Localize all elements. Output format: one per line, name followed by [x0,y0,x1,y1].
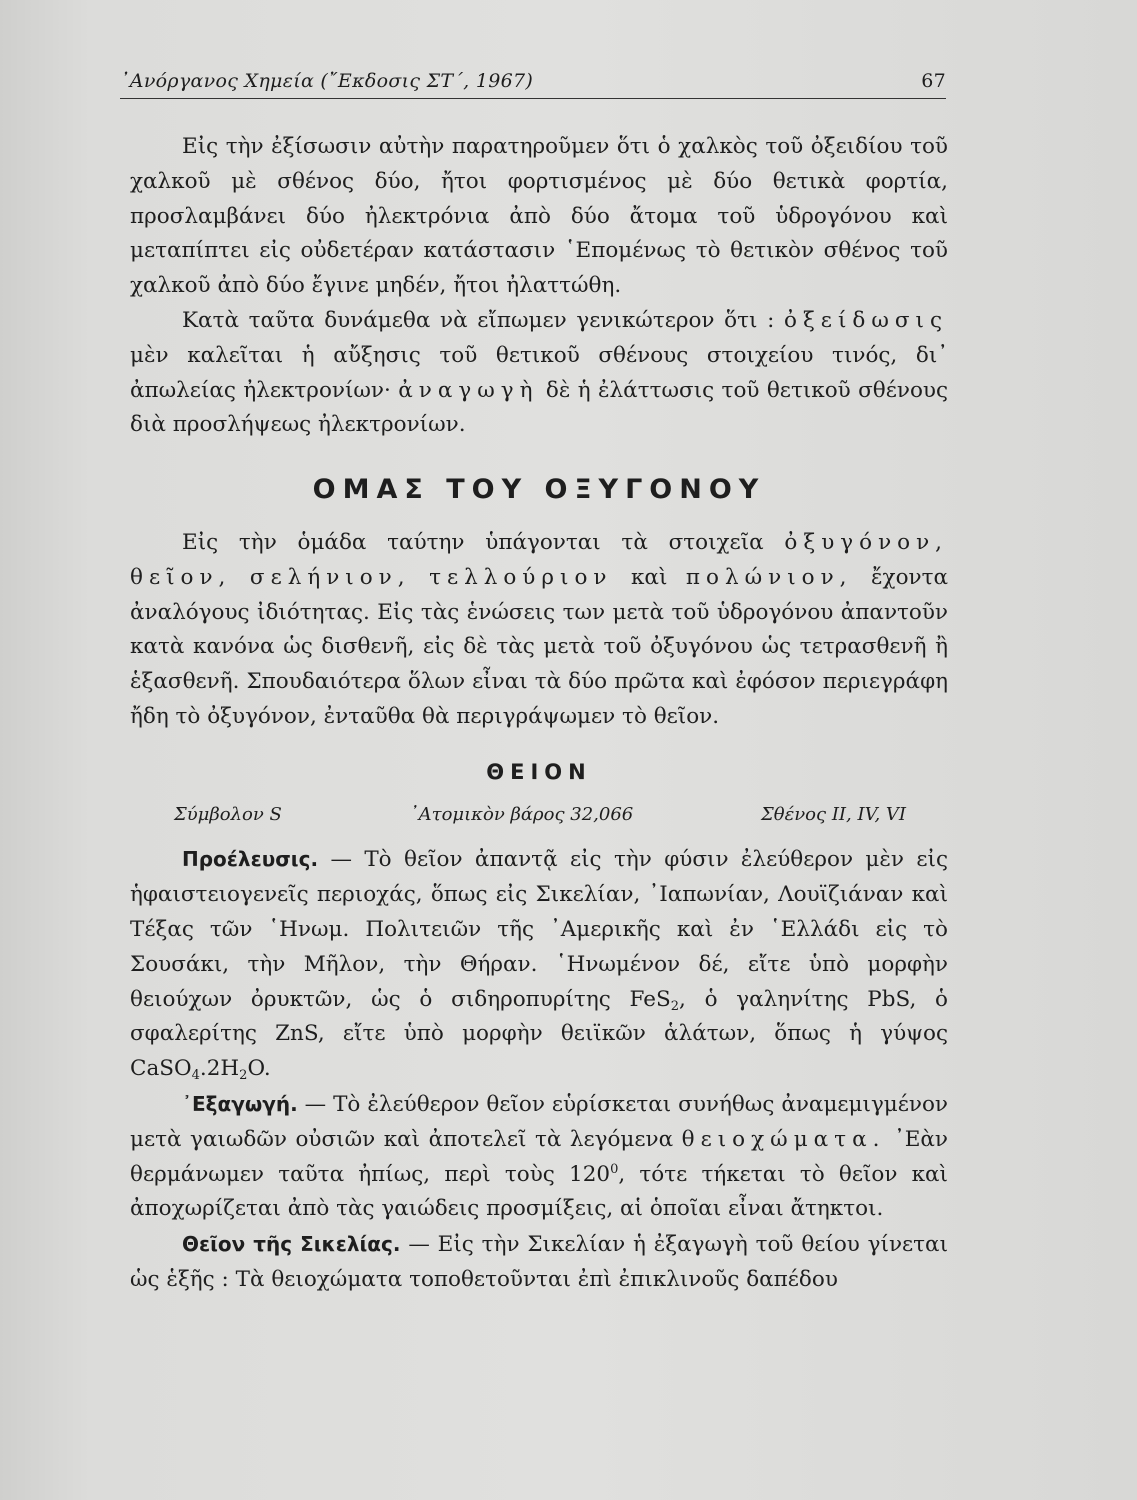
element-polonium: πολώνιον, [685,564,853,590]
atomic-weight: ᾿Ατομικὸν βάρος 32,066 [409,803,634,825]
running-header [120,64,946,99]
page-number: 67 [921,70,946,92]
paragraph-oxidation-definition [130,304,948,443]
paragraph-origin [130,842,948,1087]
text-span: — Τὸ ἐλεύθερον θεῖον εὑρίσκεται συνήθως ἀναμεμιγμένον μετὰ γαιωδῶν οὐσιῶν καὶ ἀποτελεῖ τὰ λεγόμενα [130,1091,948,1152]
extraction-heading: ᾿Εξαγωγή. [182,1091,298,1116]
text-span: Εἰς τὴν ὁμάδα ταύτην ὑπάγονται τὰ στοιχεῖα [182,529,764,555]
paragraph-copper-equation: Εἰς τὴν ἐξίσωσιν αὐτὴν παρατηροῦμεν ὅτι ὁ χαλκὸς τοῦ ὀξειδίου τοῦ χαλκοῦ μὲ σθένος δύο, ἤτοι φορτισμένος μὲ δύο θετικὰ φορτία, προσλαμβάνει δύο ἠλεκτρόνια ἀπὸ δύο ἄτομα τοῦ ὑδρογόνου καὶ μεταπίπτει εἰς οὐδετέραν κατάστασιν ῾Επομένως τὸ θετικὸν σθένος τοῦ χαλκοῦ ἀπὸ δύο ἔγινε μηδέν, ἤτοι ἠλαττώθη. [130,134,948,299]
subscript: 2 [239,1068,248,1084]
superscript: 0 [610,1161,619,1177]
text-span: ᾿Εὰν θερμάνωμεν ταῦτα ἠπίως, περὶ τοὺς 120 [130,1126,948,1187]
origin-heading: Προέλευσις. [182,847,319,872]
sicily-heading: Θεῖον τῆς Σικελίας. [182,1232,401,1257]
text-span: , τότε τήκεται τὸ θεῖον καὶ ἀποχωρίζεται ἀπὸ τὰς γαιώδεις προσμίξεις, αἱ ὁποῖαι εἶναι ἄτηκτοι. [130,1161,948,1222]
valence: Σθένος II, IV, VI [761,803,906,825]
text-span: μὲν καλεῖται ἡ αὔξησις τοῦ θετικοῦ σθένους στοιχείου τινός, δι᾿ ἀπωλείας ἠλεκτρονίων· [130,342,948,403]
element-sulfur: θεῖον, [130,564,232,590]
subscript: 4 [191,1068,200,1084]
element-selenium: σελήνιον, [249,564,411,590]
element-tellurium: τελλούριον [429,564,613,590]
paragraph-extraction [130,1087,948,1227]
subsection-title: ΘΕΙΟΝ [486,759,592,784]
formula-fes: FeS [629,986,671,1012]
text-span: .2H [199,1056,240,1082]
element-oxygen: ὀξυγόνον, [784,529,948,555]
term-sulfur-earths: θειοχώματα. [681,1126,886,1152]
term-oxidation: ὀξείδωσις [784,307,948,333]
symbol: Σύμβολον S [174,803,282,825]
header-title: ᾿Ανόργανος Χημεία (῎Εκδοσις ΣΤ΄, 1967) [120,70,534,92]
text-span: δὲ ἡ ἐλάττωσις τοῦ θετικοῦ σθένους διὰ προσλήψεως ἠλεκτρονίων. [130,377,948,438]
text-span: O. [247,1056,271,1082]
subscript: 2 [670,998,679,1014]
text-span: ἔχοντα ἀναλόγους ἰδιότητας. Εἰς τὰς ἑνώσεις των μετὰ τοῦ ὑδρογόνου ἀπαντοῦν κατὰ κανόνα ὡς δισθενῆ, εἰς δὲ τὰς μετὰ τοῦ ὀξυγόνου ὡς τετρασθενῆ ἢ ἑξασθενῆ. Σπουδαιότερα ὅλων εἶναι τὰ δύο πρῶτα καὶ ἐφόσον περιεγράφη ἤδη τὸ ὀξυγόνον, ἐνταῦθα θὰ περιγράψωμεν τὸ θεῖον. [130,564,948,729]
section-title: ΟΜΑΣ ΤΟΥ ΟΞΥΓΟΝΟΥ [312,474,766,506]
text-span: καὶ [630,564,668,590]
element-metadata [130,798,948,833]
page-body [130,130,948,1298]
paragraph-sicily [130,1227,948,1298]
term-reduction: ἀναγωγὴ [398,377,539,403]
text-span: Κατὰ ταῦτα δυνάμεθα νὰ εἴπωμεν γενικώτερον ὅτι : [182,307,775,333]
text-span: — Τὸ θεῖον ἀπαντᾷ εἰς τὴν φύσιν ἐλεύθερον μὲν εἰς ἡφαιστειογενεῖς περιοχάς, ὅπως εἰς Σικελίαν, ᾿Ιαπωνίαν, Λουϊζιάναν καὶ Τέξας τῶν ῾Ηνωμ. Πολιτειῶν τῆς ᾿Αμερικῆς καὶ ἐν ῾Ελλάδι εἰς τὸ Σουσάκι, τὴν Μῆλον, τὴν Θήραν. ῾Ηνωμένον δέ, εἴτε ὑπὸ μορφὴν θειούχων ὀρυκτῶν, ὡς ὁ σιδηροπυρίτης [130,847,948,1012]
text-span: , ὁ γαληνίτης PbS, ὁ σφαλερίτης ZnS, εἴτε ὑπὸ μορφὴν θειϊκῶν ἁλάτων, ὅπως ἡ γύψος [130,986,948,1047]
formula-caso4: CaSO [130,1056,192,1082]
paragraph-oxygen-group [130,526,948,735]
text-span: — Εἰς τὴν Σικελίαν ἡ ἐξαγωγὴ τοῦ θείου γίνεται ὡς ἑξῆς : Τὰ θειοχώματα τοποθετοῦνται ἐπὶ ἐπικλινοῦς δαπέδου [130,1232,949,1292]
